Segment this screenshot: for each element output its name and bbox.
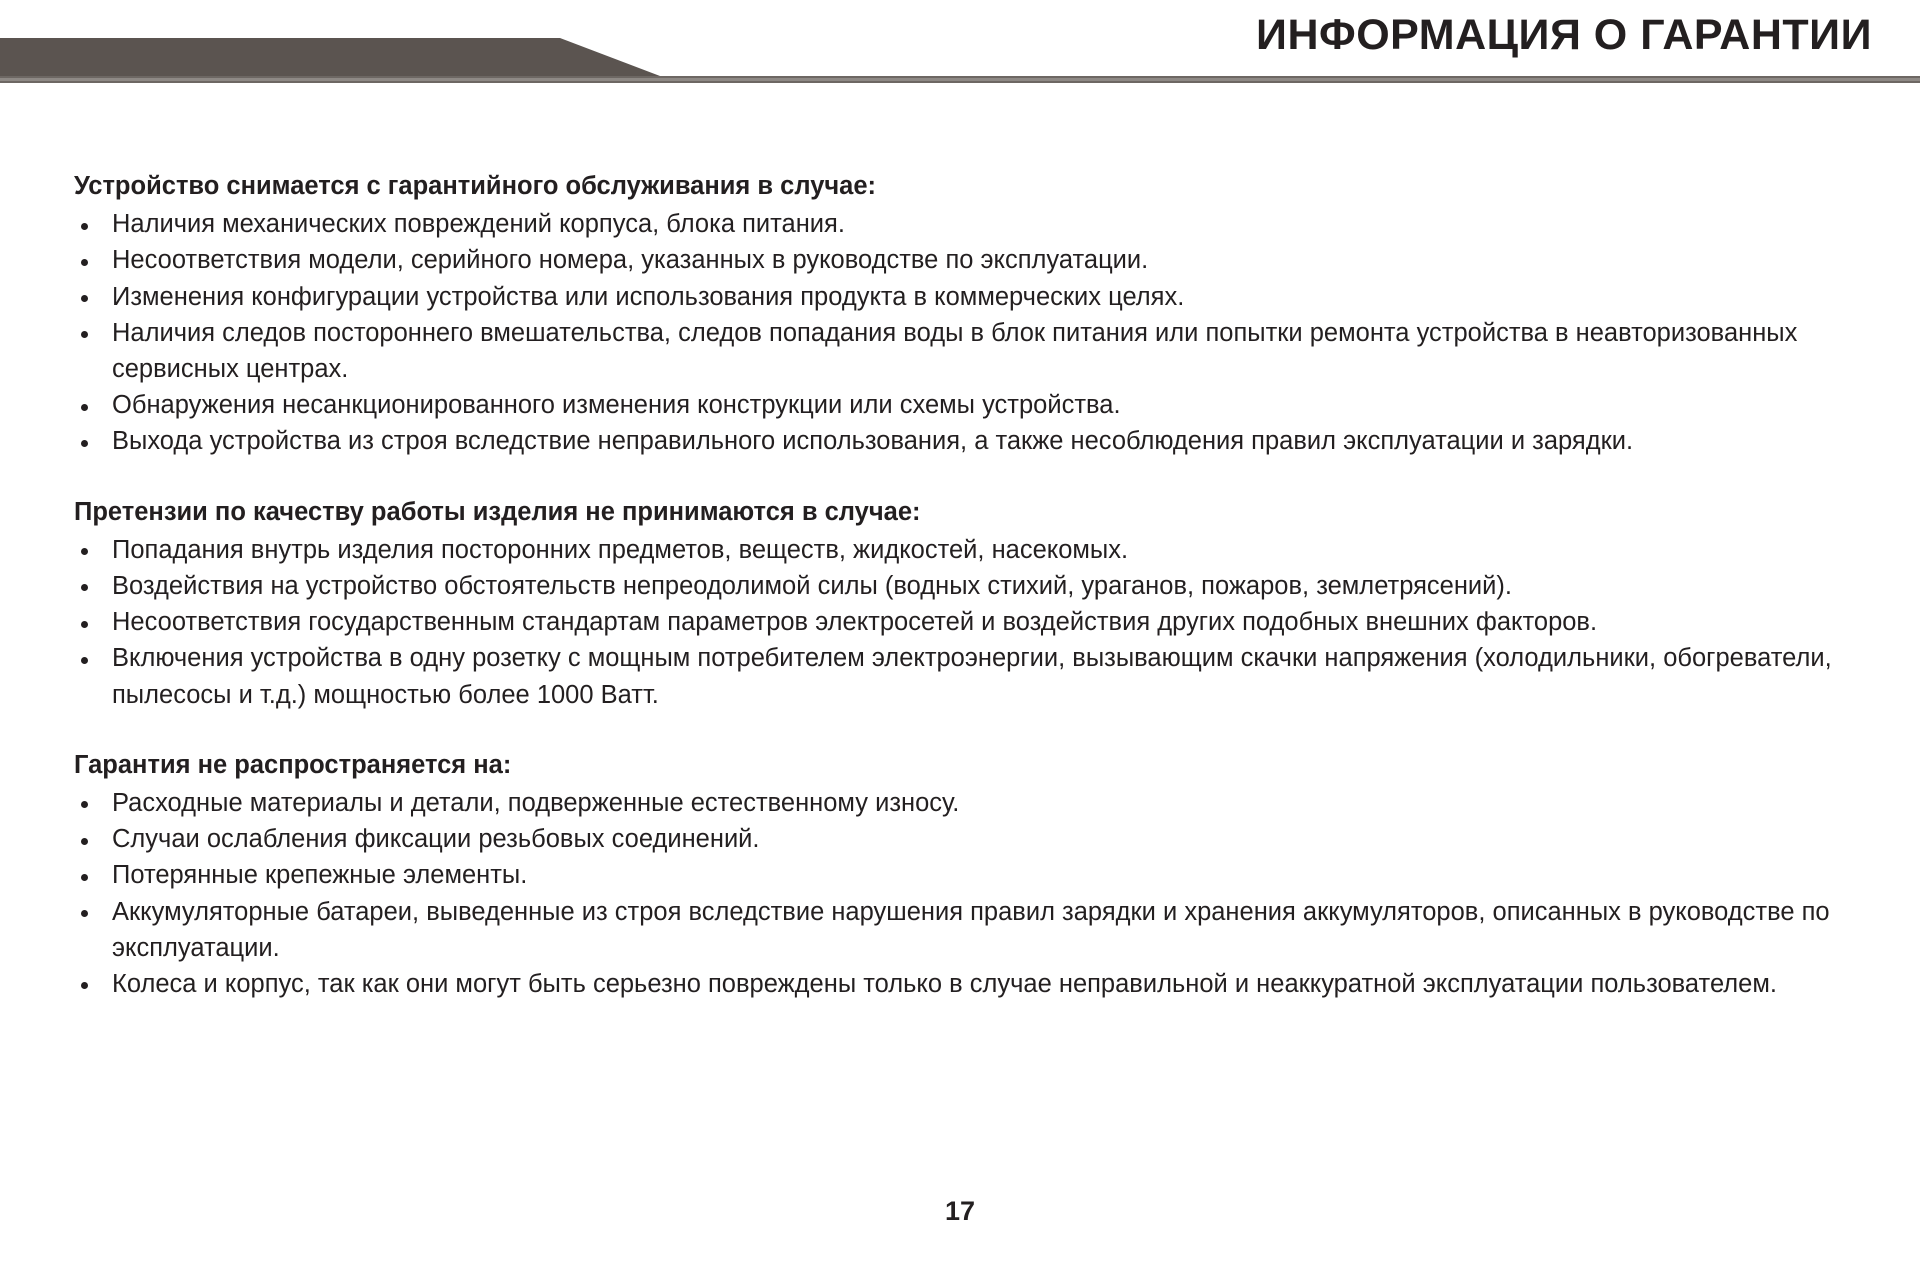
list-item-text: Наличия механических повреждений корпуса, блока питания. [112,210,845,239]
list-item-text: Несоответствия модели, серийного номера, указанных в руководстве по эксплуатации. [112,246,1149,275]
list-item [74,785,1864,821]
list-item [74,387,1864,423]
page-header [0,0,1920,104]
list-item [74,206,1864,242]
bullet-dot-icon [81,621,88,628]
bullet-dot-icon [81,584,88,591]
section-warranty-exclusions [74,747,1864,1002]
list-item [74,568,1864,604]
bullet-dot-icon [81,548,88,555]
document-content [74,168,1864,1002]
bullet-list [74,785,1864,1002]
list-item [74,242,1864,278]
list-item-text: Колеса и корпус, так как они могут быть серьезно повреждены только в случае неправильной и неаккуратной эксплуатации пользователем. [112,970,1777,999]
list-item [74,857,1864,893]
bullet-dot-icon [81,295,88,302]
section-quality-claims [74,494,1864,713]
bullet-dot-icon [81,259,88,266]
section-heading: Гарантия не распространяется на: [74,750,512,779]
list-item-text: Включения устройства в одну розетку с мощным потребителем электроэнергии, вызывающим скачки напряжения (холодильники, обогреватели, пылесосы и т.д.) мощностью более 1000 Ватт. [112,644,1832,709]
list-item [74,894,1864,966]
bullet-dot-icon [81,910,88,917]
bullet-dot-icon [81,404,88,411]
bullet-dot-icon [81,838,88,845]
bullet-list [74,532,1864,713]
list-item-text: Расходные материалы и детали, подверженные естественному износу. [112,789,960,818]
page-number: 17 [944,1196,976,1226]
list-item-text: Потерянные крепежные элементы. [112,861,528,890]
section-warranty-void [74,168,1864,460]
header-accent-band [0,38,660,76]
list-item-text: Несоответствия государственным стандартам параметров электросетей и воздействия других подобных внешних факторов. [112,608,1598,637]
bullet-dot-icon [81,657,88,664]
section-heading: Устройство снимается с гарантийного обслуживания в случае: [74,172,877,200]
bullet-dot-icon [81,223,88,230]
list-item [74,423,1864,459]
list-item-text: Наличия следов постороннего вмешательства, следов попадания воды в блок питания или попытки ремонта устройства в неавторизованных сервисных центрах. [112,318,1798,384]
list-item [74,279,1864,315]
list-item-text: Воздействия на устройство обстоятельств непреодолимой силы (водных стихий, ураганов, пожаров, землетрясений). [112,572,1512,601]
list-item-text: Обнаружения несанкционированного изменения конструкции или схемы устройства. [112,391,1121,420]
list-item-text: Выхода устройства из строя вследствие неправильного использования, а также несоблюдения правил эксплуатации и зарядки. [112,427,1634,456]
list-item-text: Изменения конфигурации устройства или использования продукта в коммерческих целях. [112,282,1185,311]
bullet-dot-icon [81,874,88,881]
header-divider-rule [0,76,1920,83]
list-item [74,640,1864,712]
list-item [74,966,1864,1002]
bullet-dot-icon [81,331,88,338]
list-item [74,532,1864,568]
bullet-list [74,206,1864,459]
list-item [74,315,1864,387]
list-item [74,821,1864,857]
bullet-dot-icon [81,982,88,989]
bullet-dot-icon [81,801,88,808]
bullet-dot-icon [81,440,88,447]
list-item [74,604,1864,640]
list-item-text: Попадания внутрь изделия посторонних предметов, веществ, жидкостей, насекомых. [112,535,1129,564]
page-title: ИНФОРМАЦИЯ О ГАРАНТИИ [1256,11,1872,59]
list-item-text: Случаи ослабления фиксации резьбовых соединений. [112,825,760,854]
section-heading: Претензии по качеству работы изделия не принимаются в случае: [74,497,921,526]
list-item-text: Аккумуляторные батареи, выведенные из строя вследствие нарушения правил зарядки и хранения аккумуляторов, описанных в руководстве по эксплуатации. [112,897,1830,962]
